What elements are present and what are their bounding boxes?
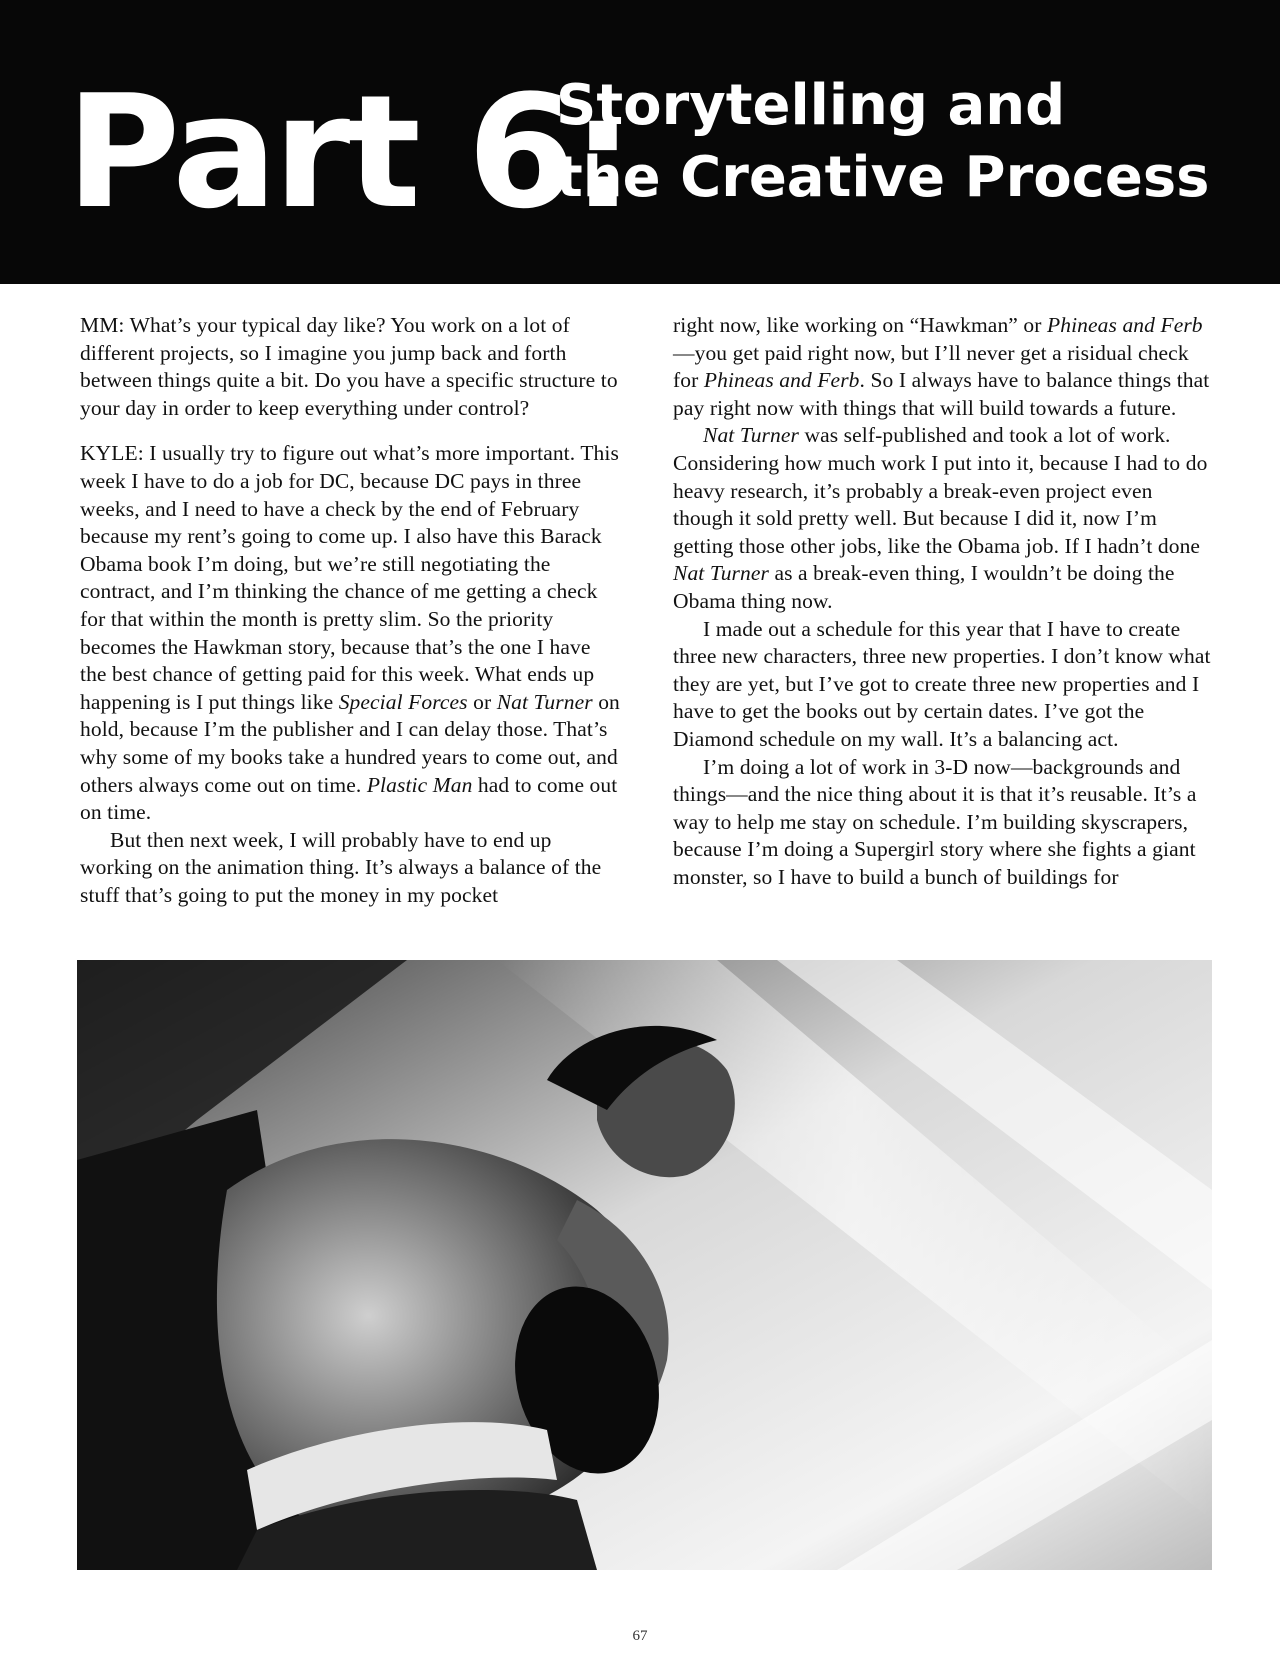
answer-text-a: I usually try to figure out what’s more important. This week I have to do a job for DC, because DC pays in three weeks, and I need to have a check by the end of February because my rent’s going to come up. I also have this Barack Obama book I’m doing, but we’re still negotiating the contract, and I’m thinking the chance of me getting a check for that within the month is pretty slim. So the priority becomes the Hawkman story, because that’s the one I have the best chance of getting paid for this week. What ends up happening is I put things like	[80, 441, 619, 714]
speaker-label-kyle: KYLE:	[80, 441, 144, 466]
right-text-b: —you get paid right now, but I’ll never get a risidual check for	[673, 340, 1189, 393]
part-title-line-1: Storytelling and	[556, 73, 1066, 138]
answer-continuation-right	[673, 312, 1213, 422]
schedule-paragraph: I made out a schedule for this year that I have to create three new characters, three new properties. I don’t know what they are yet, but I’ve got to create three new properties and I have to get the books out by certain dates. I’ve got the Diamond schedule on my wall. It’s a balancing act.	[673, 616, 1211, 751]
left-text-column	[80, 312, 620, 909]
nat-turner-text-b: as a break-even thing, I wouldn’t be doing the Obama thing now.	[673, 561, 1175, 613]
answer-text-c: on hold, because I’m the publisher and I can delay those. That’s why some of my books take a hundred years to come out, and others always come out on time.	[80, 689, 620, 797]
title-nat-turner: Nat Turner	[496, 689, 593, 714]
speaker-label-mm: MM:	[80, 313, 125, 337]
page-number: 67	[632, 1628, 648, 1644]
right-text-a: right now, like working on “Hawkman” or	[673, 313, 1047, 337]
interview-question-paragraph	[80, 312, 620, 422]
nat-turner-paragraph	[673, 422, 1213, 615]
title-phineas-and-ferb: Phineas and Ferb	[1047, 313, 1203, 337]
answer-text-d: had to come out on time.	[80, 772, 618, 825]
header-band	[0, 0, 1280, 284]
answer-text-b: or	[467, 689, 497, 714]
right-text-c: . So I always have to balance things that pay right now with things that will build towards a future.	[673, 368, 1210, 420]
title-nat-turner-2: Nat Turner	[703, 423, 799, 448]
question-text: What’s your typical day like? You work on a lot of different projects, so I imagine you jump back and forth between things quite a bit. Do you have a specific structure to your day in order to keep everything under control?	[80, 313, 618, 420]
right-text-column	[673, 312, 1213, 891]
title-nat-turner-3: Nat Turner	[673, 561, 769, 586]
answer-continuation-paragraph: But then next week, I will probably have to end up working on the animation thing. It’s always a balance of the stuff that’s going to put the money in my pocket	[80, 827, 602, 907]
part-title-heading	[556, 70, 1210, 214]
part-number-heading: Part 6:	[66, 61, 631, 243]
title-plastic-man: Plastic Man	[366, 772, 473, 797]
three-d-paragraph: I’m doing a lot of work in 3-D now—backgrounds and things—and the nice thing about it is that it’s reusable. It’s a way to help me stay on schedule. I’m building skyscrapers, because I’m doing a Supergirl story where she fights a giant monster, so I have to build a bunch of buildings for	[673, 754, 1197, 889]
title-special-forces: Special Forces	[338, 689, 468, 714]
nat-turner-text-a: was self-published and took a lot of work. Considering how much work I put into it, because I had to do heavy research, it’s probably a break-even project even though it sold pretty well. But because I did it, now I’m getting those other jobs, like the Obama job. If I hadn’t done	[673, 423, 1208, 558]
interview-answer-paragraph	[80, 440, 620, 826]
part-title-line-2: the Creative Process	[556, 145, 1210, 210]
hero-illustration	[77, 960, 1212, 1570]
title-phineas-and-ferb-2: Phineas and Ferb	[703, 368, 860, 393]
